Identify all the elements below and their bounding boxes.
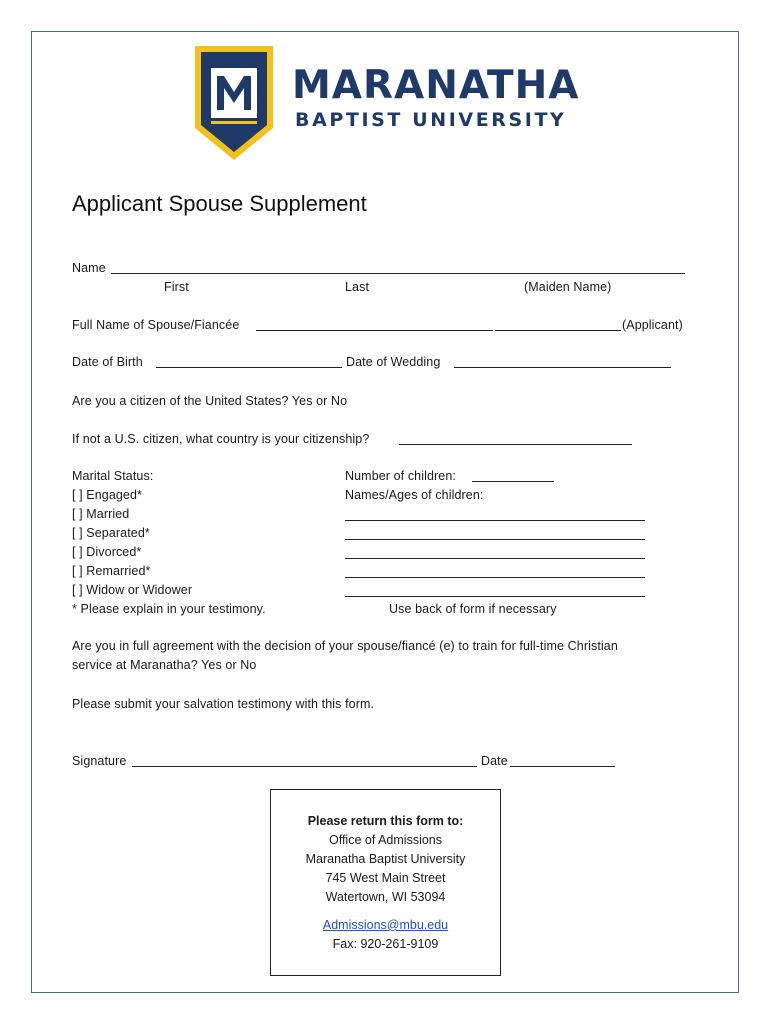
country-field[interactable]	[399, 444, 632, 445]
wedding-label: Date of Wedding	[346, 355, 441, 369]
children-line-4[interactable]	[345, 577, 645, 578]
marital-option-married[interactable]: [ ] Married	[72, 507, 130, 521]
spouse-suffix: (Applicant)	[622, 318, 683, 332]
name-last-caption: Last	[345, 280, 370, 294]
testimony-note: Please submit your salvation testimony with this form.	[72, 697, 375, 711]
marital-note: * Please explain in your testimony.	[72, 602, 266, 616]
children-line-1[interactable]	[345, 520, 645, 521]
marital-option-engaged[interactable]: [ ] Engaged*	[72, 488, 143, 502]
dob-field[interactable]	[156, 367, 342, 368]
children-note: Use back of form if necessary	[389, 602, 557, 616]
return-fax: Fax: 920-261-9109	[332, 937, 439, 951]
name-field[interactable]	[111, 273, 685, 274]
name-label: Name	[72, 261, 106, 275]
admissions-email-link[interactable]: Admissions@mbu.edu	[322, 918, 449, 932]
agreement-question-line1: Are you in full agreement with the decision of your spouse/fiancé (e) to train for full-time Christian	[72, 639, 618, 653]
university-shield-logo	[193, 44, 275, 162]
spouse-label: Full Name of Spouse/Fiancée	[72, 318, 240, 332]
wedding-date-field[interactable]	[454, 367, 671, 368]
signature-date-field[interactable]	[510, 766, 615, 767]
brand-subtitle: BAPTIST UNIVERSITY	[295, 109, 567, 131]
marital-status-label: Marital Status:	[72, 469, 154, 483]
form-title: Applicant Spouse Supplement	[72, 191, 367, 216]
spouse-name-field-2[interactable]	[495, 330, 621, 331]
name-first-caption: First	[164, 280, 189, 294]
children-count-label: Number of children:	[345, 469, 456, 483]
children-line-5[interactable]	[345, 596, 645, 597]
return-address-box	[270, 789, 501, 976]
signature-field[interactable]	[132, 766, 477, 767]
agreement-question-line2: service at Maranatha? Yes or No	[72, 658, 257, 672]
return-office: Office of Admissions	[328, 833, 442, 847]
name-maiden-caption: (Maiden Name)	[524, 280, 612, 294]
brand-name: MARANATHA	[292, 63, 580, 108]
return-street: 745 West Main Street	[325, 871, 446, 885]
date-label: Date	[481, 754, 508, 768]
children-line-3[interactable]	[345, 558, 645, 559]
return-heading: Please return this form to:	[307, 814, 464, 828]
children-names-label: Names/Ages of children:	[345, 488, 484, 502]
dob-label: Date of Birth	[72, 355, 143, 369]
marital-option-separated[interactable]: [ ] Separated*	[72, 526, 150, 540]
children-count-field[interactable]	[472, 481, 554, 482]
marital-option-widow[interactable]: [ ] Widow or Widower	[72, 583, 193, 597]
citizen-question: Are you a citizen of the United States? Yes or No	[72, 394, 348, 408]
marital-option-divorced[interactable]: [ ] Divorced*	[72, 545, 142, 559]
spouse-name-field[interactable]	[256, 330, 493, 331]
signature-label: Signature	[72, 754, 127, 768]
return-university: Maranatha Baptist University	[305, 852, 466, 866]
children-line-2[interactable]	[345, 539, 645, 540]
marital-option-remarried[interactable]: [ ] Remarried*	[72, 564, 151, 578]
country-question: If not a U.S. citizen, what country is your citizenship?	[72, 432, 370, 446]
return-city: Watertown, WI 53094	[325, 890, 446, 904]
